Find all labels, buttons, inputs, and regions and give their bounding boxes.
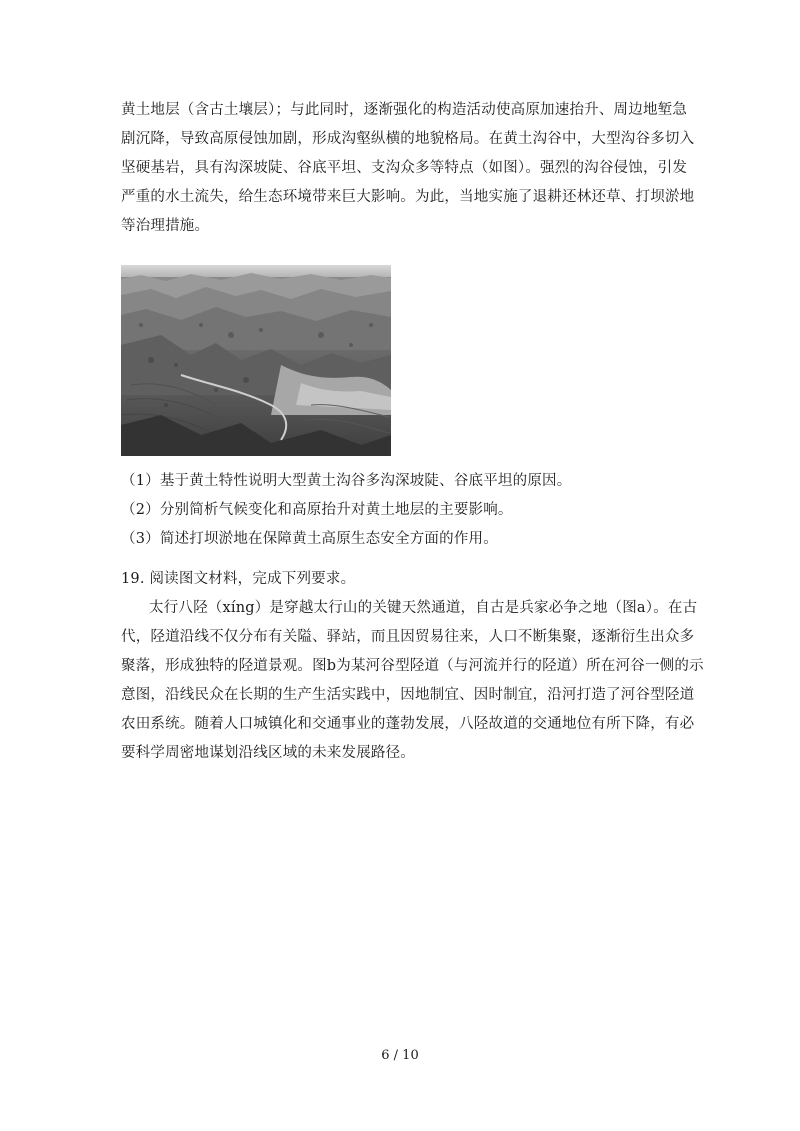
paragraph-line: 黄土地层（含古土壤层）；与此同时，逐渐强化的构造活动使高原加速抬升、周边地堑急 — [121, 102, 688, 118]
paragraph-line: 代，陉道沿线不仅分布有关隘、驿站，而且因贸易往来，人口不断集聚，逐渐衍生出众多 — [121, 629, 695, 645]
paragraph-line: 剧沉降，导致高原侵蚀加剧，形成沟壑纵横的地貌格局。在黄土沟谷中，大型沟谷多切入 — [121, 131, 695, 147]
paragraph-loess — [121, 96, 695, 241]
loess-gully-photo — [121, 265, 391, 456]
paragraph-line: 农田系统。随着人口城镇化和交通事业的蓬勃发展，八陉故道的交通地位有所下降，有必 — [121, 716, 695, 732]
question-item: （3）简述打坝淤地在保障黄土高原生态安全方面的作用。 — [121, 531, 498, 547]
paragraph-line: 要科学周密地谋划沿线区域的未来发展路径。 — [121, 745, 415, 761]
paragraph-line: 等治理措施。 — [121, 218, 210, 234]
question-title: 19. 阅读图文材料，完成下列要求。 — [121, 571, 356, 587]
paragraph-line: 坚硬基岩，具有沟深坡陡、谷底平坦、支沟众多等特点（如图）。强烈的沟谷侵蚀，引发 — [121, 160, 688, 176]
question-item: （1）基于黄土特性说明大型黄土沟谷多沟深坡陡、谷底平坦的原因。 — [121, 473, 572, 489]
question-item: （2）分别简析气候变化和高原抬升对黄土地层的主要影响。 — [121, 502, 513, 518]
paragraph-line: 聚落，形成独特的陉道景观。图b为某河谷型陉道（与河流并行的陉道）所在河谷一侧的示 — [121, 658, 704, 674]
sub-questions — [121, 467, 681, 554]
question-19 — [121, 565, 704, 768]
paragraph-line: 严重的水土流失，给生态环境带来巨大影响。为此，当地实施了退耕还林还草、打坝淤地 — [121, 189, 695, 205]
paragraph-line: 太行八陉（xíng）是穿越太行山的关键天然通道，自古是兵家必争之地（图a）。在古 — [149, 600, 698, 616]
page-number: 6 / 10 — [381, 1048, 419, 1063]
paragraph-line: 意图，沿线民众在长期的生产生活实践中，因地制宜、因时制宜，沿河打造了河谷型陉道 — [121, 687, 695, 703]
